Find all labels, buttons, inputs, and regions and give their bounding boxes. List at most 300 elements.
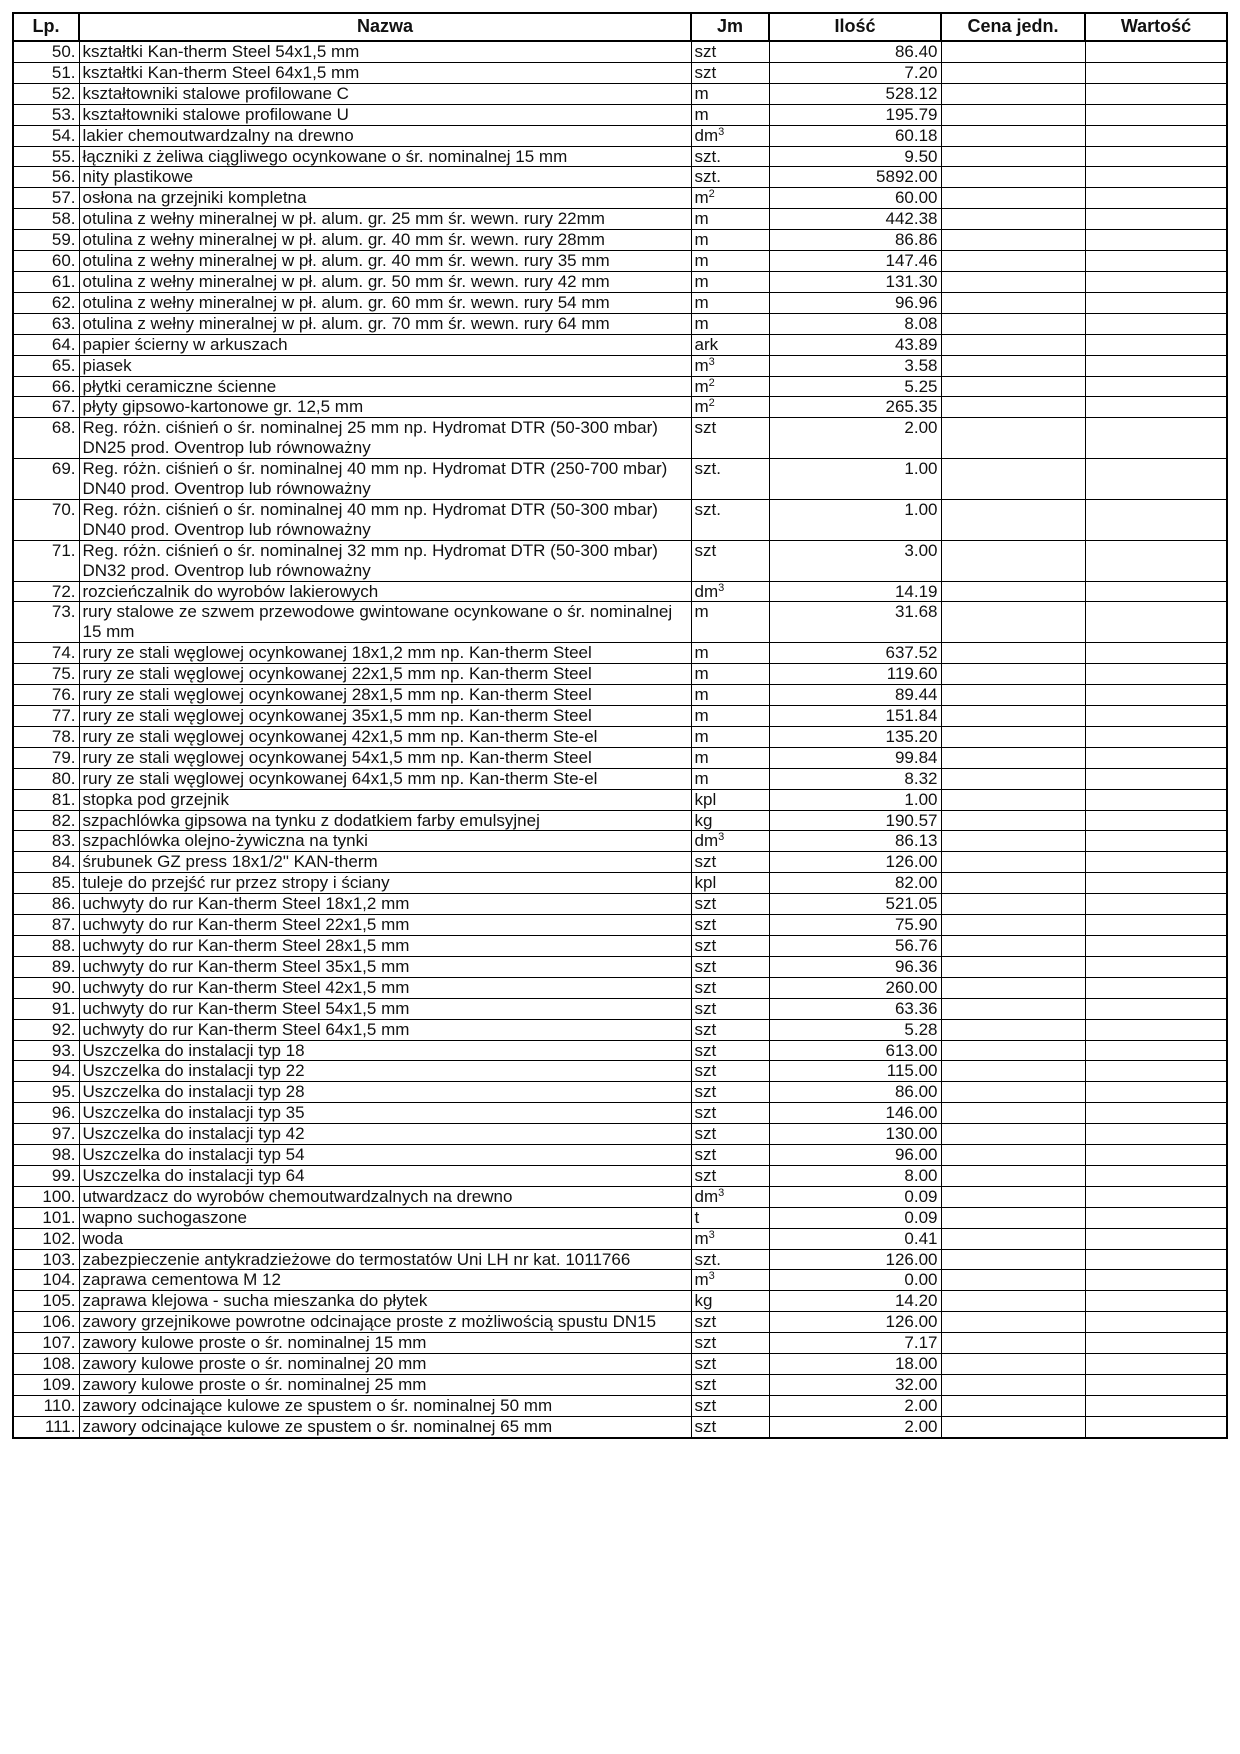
item-unit-price bbox=[941, 292, 1085, 313]
item-value bbox=[1085, 271, 1227, 292]
header-name: Nazwa bbox=[79, 13, 691, 41]
item-value bbox=[1085, 355, 1227, 376]
table-row bbox=[13, 956, 1227, 977]
table-row bbox=[13, 768, 1227, 789]
item-unit: szt bbox=[691, 977, 769, 998]
item-unit: szt bbox=[691, 1333, 769, 1354]
row-number: 97. bbox=[13, 1124, 79, 1145]
item-quantity: 521.05 bbox=[769, 894, 941, 915]
table-row bbox=[13, 1082, 1227, 1103]
item-name: uchwyty do rur Kan-therm Steel 42x1,5 mm bbox=[79, 977, 691, 998]
item-quantity: 7.20 bbox=[769, 62, 941, 83]
item-unit-price bbox=[941, 643, 1085, 664]
item-unit: m bbox=[691, 643, 769, 664]
item-quantity: 2.00 bbox=[769, 418, 941, 459]
item-unit-price bbox=[941, 1333, 1085, 1354]
item-unit-price bbox=[941, 459, 1085, 500]
item-unit-price bbox=[941, 397, 1085, 418]
row-number: 102. bbox=[13, 1228, 79, 1249]
row-number: 50. bbox=[13, 41, 79, 62]
item-value bbox=[1085, 1416, 1227, 1437]
item-name: Uszczelka do instalacji typ 18 bbox=[79, 1040, 691, 1061]
item-unit-price bbox=[941, 1249, 1085, 1270]
table-row bbox=[13, 894, 1227, 915]
item-unit: szt. bbox=[691, 1249, 769, 1270]
table-row bbox=[13, 540, 1227, 581]
item-unit: szt. bbox=[691, 459, 769, 500]
item-quantity: 0.00 bbox=[769, 1270, 941, 1291]
item-quantity: 2.00 bbox=[769, 1395, 941, 1416]
table-row bbox=[13, 706, 1227, 727]
item-name: zawory grzejnikowe powrotne odcinające proste z możliwością spustu DN15 bbox=[79, 1312, 691, 1333]
table-row bbox=[13, 1124, 1227, 1145]
item-value bbox=[1085, 1312, 1227, 1333]
item-unit: $m^2$ bbox=[691, 376, 769, 397]
item-value bbox=[1085, 376, 1227, 397]
item-value bbox=[1085, 935, 1227, 956]
row-number: 94. bbox=[13, 1061, 79, 1082]
row-number: 74. bbox=[13, 643, 79, 664]
item-name: zawory kulowe proste o śr. nominalnej 15 mm bbox=[79, 1333, 691, 1354]
row-number: 71. bbox=[13, 540, 79, 581]
item-unit: kpl bbox=[691, 789, 769, 810]
row-number: 86. bbox=[13, 894, 79, 915]
item-unit-price bbox=[941, 540, 1085, 581]
materials-table bbox=[12, 12, 1228, 1439]
item-value bbox=[1085, 581, 1227, 602]
row-number: 87. bbox=[13, 915, 79, 936]
item-value bbox=[1085, 313, 1227, 334]
row-number: 56. bbox=[13, 167, 79, 188]
item-quantity: 14.20 bbox=[769, 1291, 941, 1312]
table-row bbox=[13, 334, 1227, 355]
item-value bbox=[1085, 146, 1227, 167]
item-unit: szt bbox=[691, 1124, 769, 1145]
item-unit-price bbox=[941, 230, 1085, 251]
item-value bbox=[1085, 915, 1227, 936]
item-unit-price bbox=[941, 334, 1085, 355]
row-number: 89. bbox=[13, 956, 79, 977]
item-value bbox=[1085, 41, 1227, 62]
item-unit: szt. bbox=[691, 146, 769, 167]
item-quantity: 0.09 bbox=[769, 1186, 941, 1207]
item-unit-price bbox=[941, 499, 1085, 540]
table-row bbox=[13, 664, 1227, 685]
item-quantity: 528.12 bbox=[769, 83, 941, 104]
item-unit-price bbox=[941, 1040, 1085, 1061]
item-value bbox=[1085, 810, 1227, 831]
table-row bbox=[13, 230, 1227, 251]
item-name: zaprawa klejowa - sucha mieszanka do płytek bbox=[79, 1291, 691, 1312]
table-row bbox=[13, 104, 1227, 125]
item-unit: szt bbox=[691, 62, 769, 83]
item-name: utwardzacz do wyrobów chemoutwardzalnych na drewno bbox=[79, 1186, 691, 1207]
item-name: kształtowniki stalowe profilowane U bbox=[79, 104, 691, 125]
item-unit: m bbox=[691, 230, 769, 251]
item-unit-price bbox=[941, 418, 1085, 459]
row-number: 103. bbox=[13, 1249, 79, 1270]
row-number: 111. bbox=[13, 1416, 79, 1437]
item-name: uchwyty do rur Kan-therm Steel 28x1,5 mm bbox=[79, 935, 691, 956]
item-value bbox=[1085, 334, 1227, 355]
row-number: 52. bbox=[13, 83, 79, 104]
item-name: zawory odcinające kulowe ze spustem o śr. nominalnej 50 mm bbox=[79, 1395, 691, 1416]
item-quantity: 442.38 bbox=[769, 209, 941, 230]
item-unit-price bbox=[941, 873, 1085, 894]
item-value bbox=[1085, 104, 1227, 125]
item-unit: m bbox=[691, 209, 769, 230]
item-unit-price bbox=[941, 935, 1085, 956]
item-unit: szt bbox=[691, 1082, 769, 1103]
item-unit-price bbox=[941, 894, 1085, 915]
item-quantity: 131.30 bbox=[769, 271, 941, 292]
item-value bbox=[1085, 251, 1227, 272]
table-row bbox=[13, 41, 1227, 62]
item-value bbox=[1085, 1103, 1227, 1124]
item-value bbox=[1085, 998, 1227, 1019]
item-name: zawory odcinające kulowe ze spustem o śr. nominalnej 65 mm bbox=[79, 1416, 691, 1437]
item-value bbox=[1085, 1270, 1227, 1291]
item-name: Uszczelka do instalacji typ 54 bbox=[79, 1145, 691, 1166]
item-value bbox=[1085, 1207, 1227, 1228]
item-unit-price bbox=[941, 1019, 1085, 1040]
item-name: stopka pod grzejnik bbox=[79, 789, 691, 810]
item-unit-price bbox=[941, 41, 1085, 62]
item-quantity: 86.40 bbox=[769, 41, 941, 62]
item-name: osłona na grzejniki kompletna bbox=[79, 188, 691, 209]
item-value bbox=[1085, 602, 1227, 643]
item-unit: $dm^3$ bbox=[691, 125, 769, 146]
row-number: 72. bbox=[13, 581, 79, 602]
item-unit: szt bbox=[691, 998, 769, 1019]
item-unit: m bbox=[691, 747, 769, 768]
item-unit: $m^3$ bbox=[691, 1228, 769, 1249]
item-value bbox=[1085, 977, 1227, 998]
item-quantity: 60.00 bbox=[769, 188, 941, 209]
item-value bbox=[1085, 1019, 1227, 1040]
table-row bbox=[13, 1228, 1227, 1249]
item-unit-price bbox=[941, 271, 1085, 292]
table-row bbox=[13, 831, 1227, 852]
row-number: 83. bbox=[13, 831, 79, 852]
item-unit: kg bbox=[691, 810, 769, 831]
item-unit-price bbox=[941, 188, 1085, 209]
item-unit: m bbox=[691, 271, 769, 292]
table-row bbox=[13, 977, 1227, 998]
item-quantity: 32.00 bbox=[769, 1375, 941, 1396]
item-unit-price bbox=[941, 1207, 1085, 1228]
item-unit: szt bbox=[691, 41, 769, 62]
item-unit: szt bbox=[691, 1165, 769, 1186]
item-unit: szt bbox=[691, 1395, 769, 1416]
item-value bbox=[1085, 664, 1227, 685]
item-unit: szt bbox=[691, 1061, 769, 1082]
row-number: 84. bbox=[13, 852, 79, 873]
row-number: 77. bbox=[13, 706, 79, 727]
item-unit: m bbox=[691, 685, 769, 706]
item-quantity: 2.00 bbox=[769, 1416, 941, 1437]
table-row bbox=[13, 1395, 1227, 1416]
table-row bbox=[13, 188, 1227, 209]
item-unit-price bbox=[941, 62, 1085, 83]
item-value bbox=[1085, 230, 1227, 251]
item-name: Uszczelka do instalacji typ 64 bbox=[79, 1165, 691, 1186]
item-unit: m bbox=[691, 664, 769, 685]
table-row bbox=[13, 251, 1227, 272]
item-value bbox=[1085, 831, 1227, 852]
item-unit-price bbox=[941, 376, 1085, 397]
table-row bbox=[13, 747, 1227, 768]
item-unit-price bbox=[941, 726, 1085, 747]
item-unit-price bbox=[941, 1165, 1085, 1186]
item-unit-price bbox=[941, 125, 1085, 146]
item-unit: $m^3$ bbox=[691, 1270, 769, 1291]
header-unit-price: Cena jedn. bbox=[941, 13, 1085, 41]
item-quantity: 60.18 bbox=[769, 125, 941, 146]
item-name: kształtki Kan-therm Steel 54x1,5 mm bbox=[79, 41, 691, 62]
item-unit-price bbox=[941, 852, 1085, 873]
item-quantity: 31.68 bbox=[769, 602, 941, 643]
item-unit: m bbox=[691, 251, 769, 272]
item-name: Uszczelka do instalacji typ 42 bbox=[79, 1124, 691, 1145]
item-unit: $m^3$ bbox=[691, 355, 769, 376]
item-name: tuleje do przejść rur przez stropy i ściany bbox=[79, 873, 691, 894]
table-row bbox=[13, 602, 1227, 643]
header-unit: Jm bbox=[691, 13, 769, 41]
row-number: 95. bbox=[13, 1082, 79, 1103]
item-name: rury ze stali węglowej ocynkowanej 42x1,5 mm np. Kan-therm Ste-el bbox=[79, 726, 691, 747]
row-number: 96. bbox=[13, 1103, 79, 1124]
row-number: 55. bbox=[13, 146, 79, 167]
item-unit-price bbox=[941, 956, 1085, 977]
item-name: śrubunek GZ press 18x1/2" KAN-therm bbox=[79, 852, 691, 873]
item-unit-price bbox=[941, 789, 1085, 810]
item-name: kształtki Kan-therm Steel 64x1,5 mm bbox=[79, 62, 691, 83]
row-number: 63. bbox=[13, 313, 79, 334]
item-unit: m bbox=[691, 706, 769, 727]
item-quantity: 190.57 bbox=[769, 810, 941, 831]
table-row bbox=[13, 1416, 1227, 1437]
item-name: szpachlówka gipsowa na tynku z dodatkiem farby emulsyjnej bbox=[79, 810, 691, 831]
row-number: 90. bbox=[13, 977, 79, 998]
item-name: szpachlówka olejno-żywiczna na tynki bbox=[79, 831, 691, 852]
row-number: 75. bbox=[13, 664, 79, 685]
header-row bbox=[13, 13, 1227, 41]
row-number: 79. bbox=[13, 747, 79, 768]
item-unit-price bbox=[941, 1145, 1085, 1166]
item-quantity: 86.00 bbox=[769, 1082, 941, 1103]
item-value bbox=[1085, 1040, 1227, 1061]
item-unit-price bbox=[941, 1228, 1085, 1249]
item-unit-price bbox=[941, 664, 1085, 685]
item-value bbox=[1085, 1249, 1227, 1270]
item-unit: szt bbox=[691, 956, 769, 977]
item-value bbox=[1085, 540, 1227, 581]
item-unit-price bbox=[941, 602, 1085, 643]
row-number: 69. bbox=[13, 459, 79, 500]
item-name: woda bbox=[79, 1228, 691, 1249]
table-row bbox=[13, 1061, 1227, 1082]
item-name: zawory kulowe proste o śr. nominalnej 20 mm bbox=[79, 1354, 691, 1375]
table-row bbox=[13, 271, 1227, 292]
table-row bbox=[13, 1354, 1227, 1375]
item-name: piasek bbox=[79, 355, 691, 376]
item-unit-price bbox=[941, 1395, 1085, 1416]
item-unit-price bbox=[941, 83, 1085, 104]
item-quantity: 89.44 bbox=[769, 685, 941, 706]
item-quantity: 1.00 bbox=[769, 499, 941, 540]
item-name: rury ze stali węglowej ocynkowanej 64x1,5 mm np. Kan-therm Ste-el bbox=[79, 768, 691, 789]
item-name: rury stalowe ze szwem przewodowe gwintowane ocynkowane o śr. nominalnej 15 mm bbox=[79, 602, 691, 643]
row-number: 73. bbox=[13, 602, 79, 643]
item-unit: t bbox=[691, 1207, 769, 1228]
item-quantity: 63.36 bbox=[769, 998, 941, 1019]
item-value bbox=[1085, 292, 1227, 313]
item-unit: m bbox=[691, 313, 769, 334]
item-value bbox=[1085, 685, 1227, 706]
item-quantity: 0.09 bbox=[769, 1207, 941, 1228]
table-row bbox=[13, 125, 1227, 146]
row-number: 93. bbox=[13, 1040, 79, 1061]
item-quantity: 151.84 bbox=[769, 706, 941, 727]
item-name: Uszczelka do instalacji typ 22 bbox=[79, 1061, 691, 1082]
item-quantity: 99.84 bbox=[769, 747, 941, 768]
item-quantity: 5.28 bbox=[769, 1019, 941, 1040]
table-row bbox=[13, 1375, 1227, 1396]
item-quantity: 5.25 bbox=[769, 376, 941, 397]
header-lp: Lp. bbox=[13, 13, 79, 41]
item-unit: szt bbox=[691, 1040, 769, 1061]
row-number: 85. bbox=[13, 873, 79, 894]
item-quantity: 56.76 bbox=[769, 935, 941, 956]
item-unit-price bbox=[941, 810, 1085, 831]
table-row bbox=[13, 852, 1227, 873]
row-number: 58. bbox=[13, 209, 79, 230]
item-unit-price bbox=[941, 1291, 1085, 1312]
item-value bbox=[1085, 1124, 1227, 1145]
table-row bbox=[13, 292, 1227, 313]
item-value bbox=[1085, 499, 1227, 540]
row-number: 106. bbox=[13, 1312, 79, 1333]
row-number: 80. bbox=[13, 768, 79, 789]
row-number: 110. bbox=[13, 1395, 79, 1416]
item-quantity: 3.58 bbox=[769, 355, 941, 376]
item-quantity: 96.00 bbox=[769, 1145, 941, 1166]
row-number: 91. bbox=[13, 998, 79, 1019]
row-number: 88. bbox=[13, 935, 79, 956]
item-unit: m bbox=[691, 83, 769, 104]
item-name: uchwyty do rur Kan-therm Steel 22x1,5 mm bbox=[79, 915, 691, 936]
item-unit-price bbox=[941, 1354, 1085, 1375]
row-number: 81. bbox=[13, 789, 79, 810]
item-value bbox=[1085, 1354, 1227, 1375]
item-name: rury ze stali węglowej ocynkowanej 28x1,5 mm np. Kan-therm Steel bbox=[79, 685, 691, 706]
item-name: płytki ceramiczne ścienne bbox=[79, 376, 691, 397]
table-row bbox=[13, 83, 1227, 104]
item-name: płyty gipsowo-kartonowe gr. 12,5 mm bbox=[79, 397, 691, 418]
item-unit: szt bbox=[691, 852, 769, 873]
item-name: rury ze stali węglowej ocynkowanej 35x1,5 mm np. Kan-therm Steel bbox=[79, 706, 691, 727]
table-row bbox=[13, 789, 1227, 810]
item-value bbox=[1085, 1228, 1227, 1249]
item-unit-price bbox=[941, 209, 1085, 230]
item-unit: $dm^3$ bbox=[691, 831, 769, 852]
item-unit: szt bbox=[691, 1375, 769, 1396]
item-unit-price bbox=[941, 1082, 1085, 1103]
table-row bbox=[13, 810, 1227, 831]
item-quantity: 195.79 bbox=[769, 104, 941, 125]
table-row bbox=[13, 209, 1227, 230]
item-name: zawory kulowe proste o śr. nominalnej 25 mm bbox=[79, 1375, 691, 1396]
row-number: 65. bbox=[13, 355, 79, 376]
item-unit: szt bbox=[691, 1103, 769, 1124]
header-value: Wartość bbox=[1085, 13, 1227, 41]
item-quantity: 135.20 bbox=[769, 726, 941, 747]
table-row bbox=[13, 1165, 1227, 1186]
header-qty: Ilość bbox=[769, 13, 941, 41]
row-number: 92. bbox=[13, 1019, 79, 1040]
item-unit: m bbox=[691, 726, 769, 747]
item-name: łączniki z żeliwa ciągliwego ocynkowane o śr. nominalnej 15 mm bbox=[79, 146, 691, 167]
table-row bbox=[13, 313, 1227, 334]
item-unit: $m^2$ bbox=[691, 188, 769, 209]
item-name: papier ścierny w arkuszach bbox=[79, 334, 691, 355]
item-value bbox=[1085, 852, 1227, 873]
row-number: 53. bbox=[13, 104, 79, 125]
item-unit: szt. bbox=[691, 167, 769, 188]
item-quantity: 265.35 bbox=[769, 397, 941, 418]
item-value bbox=[1085, 706, 1227, 727]
item-quantity: 1.00 bbox=[769, 459, 941, 500]
row-number: 59. bbox=[13, 230, 79, 251]
row-number: 101. bbox=[13, 1207, 79, 1228]
item-quantity: 126.00 bbox=[769, 1312, 941, 1333]
item-unit: szt bbox=[691, 935, 769, 956]
item-unit-price bbox=[941, 1416, 1085, 1437]
item-name: Uszczelka do instalacji typ 35 bbox=[79, 1103, 691, 1124]
item-unit: ark bbox=[691, 334, 769, 355]
table-header bbox=[13, 13, 1227, 41]
table-row bbox=[13, 1019, 1227, 1040]
item-value bbox=[1085, 1395, 1227, 1416]
item-unit: szt. bbox=[691, 499, 769, 540]
item-unit: szt bbox=[691, 540, 769, 581]
table-row bbox=[13, 397, 1227, 418]
item-unit-price bbox=[941, 685, 1085, 706]
item-quantity: 86.13 bbox=[769, 831, 941, 852]
item-name: lakier chemoutwardzalny na drewno bbox=[79, 125, 691, 146]
table-row bbox=[13, 1186, 1227, 1207]
item-quantity: 96.96 bbox=[769, 292, 941, 313]
item-name: otulina z wełny mineralnej w pł. alum. gr. 40 mm śr. wewn. rury 35 mm bbox=[79, 251, 691, 272]
table-row bbox=[13, 1207, 1227, 1228]
item-quantity: 0.41 bbox=[769, 1228, 941, 1249]
item-unit-price bbox=[941, 104, 1085, 125]
row-number: 62. bbox=[13, 292, 79, 313]
table-row bbox=[13, 499, 1227, 540]
table-row bbox=[13, 1333, 1227, 1354]
item-quantity: 7.17 bbox=[769, 1333, 941, 1354]
item-unit-price bbox=[941, 146, 1085, 167]
table-row bbox=[13, 418, 1227, 459]
table-row bbox=[13, 726, 1227, 747]
row-number: 99. bbox=[13, 1165, 79, 1186]
item-quantity: 14.19 bbox=[769, 581, 941, 602]
item-quantity: 146.00 bbox=[769, 1103, 941, 1124]
table-row bbox=[13, 146, 1227, 167]
item-name: Uszczelka do instalacji typ 28 bbox=[79, 1082, 691, 1103]
item-name: otulina z wełny mineralnej w pł. alum. gr. 50 mm śr. wewn. rury 42 mm bbox=[79, 271, 691, 292]
